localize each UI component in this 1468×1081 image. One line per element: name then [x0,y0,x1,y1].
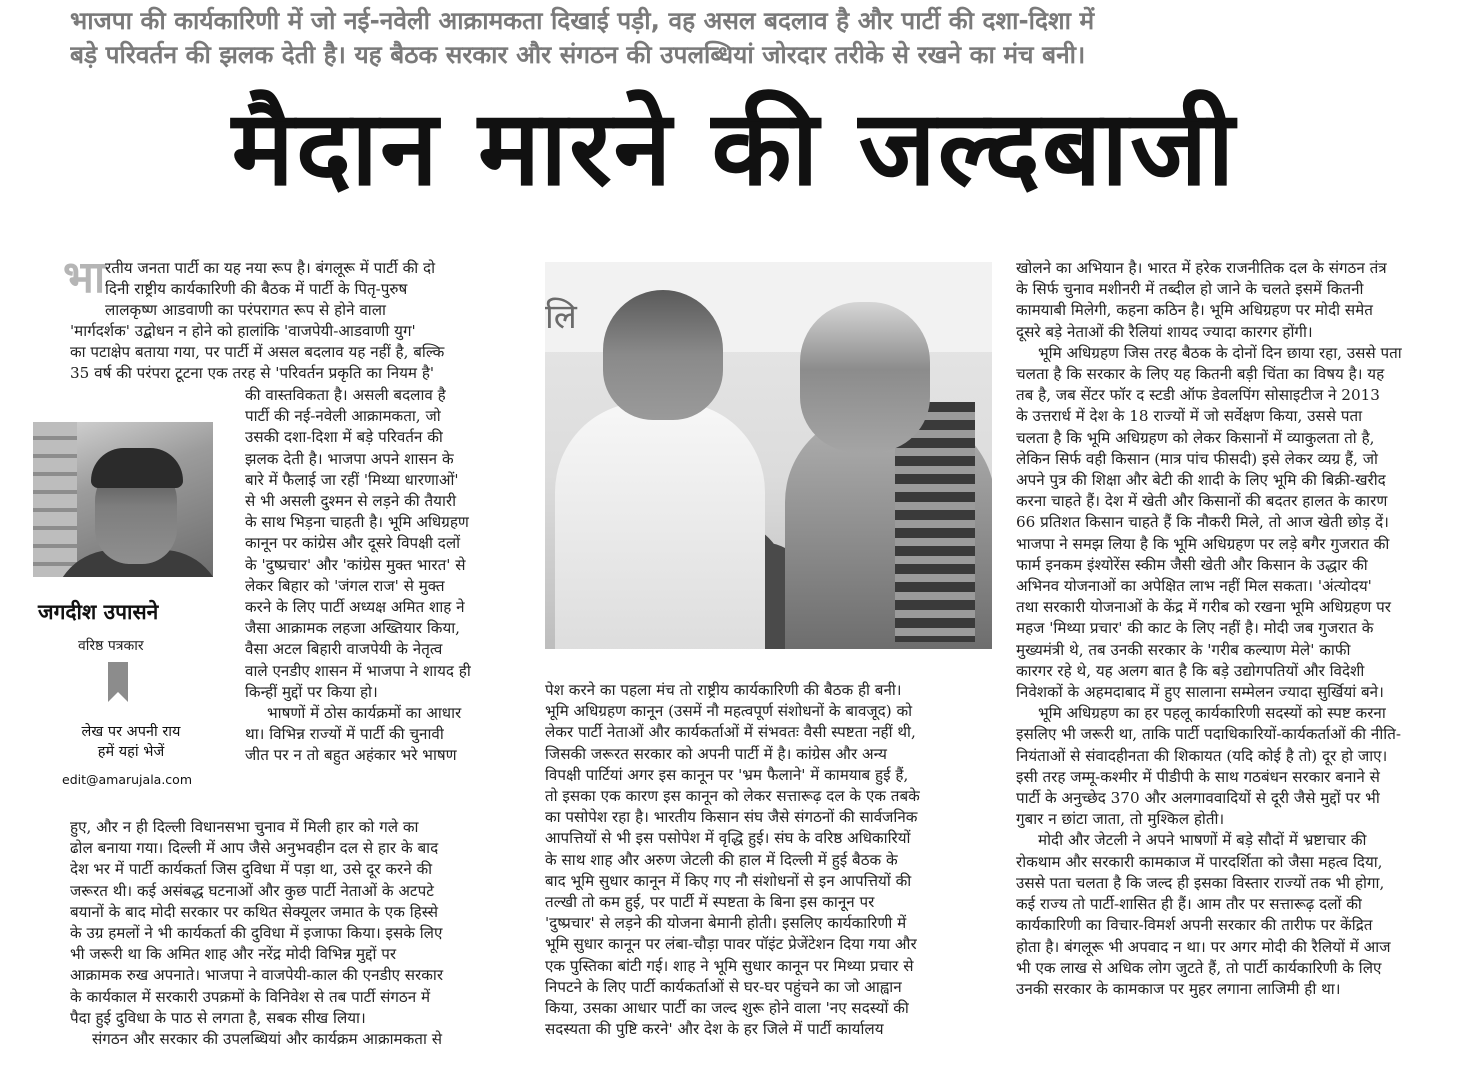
text-line: के उत्तरार्ध में देश के 18 राज्यों में जो सर्वेक्षण किया, उससे पता [1016,407,1363,426]
text-line: पार्टी के अनुच्छेद 370 और अलगाववादियों से दूरी जैसे मुद्दों पर भी [1016,789,1380,808]
text-line: जरूरत थी। कई असंबद्ध घटनाओं और कुछ पार्टी नेताओं के अटपटे [70,881,434,900]
text-line: विपक्षी पार्टियां अगर इस कानून पर 'भ्रम फैलाने' में कामयाब हुई हैं, [545,765,909,784]
email-link[interactable]: edit@amarujala.com [62,772,192,787]
text-line: उसकी दशा-दिशा में बड़े परिवर्तन की [245,428,443,447]
text-line: एक पुस्तिका बांटी गई। शाह ने भूमि सुधार कानून पर मिथ्या प्रचार से [545,956,914,975]
text-line: बयानों के बाद मोदी सरकार पर कथित सेक्यूलर जमात के एक हिस्से [70,902,439,921]
text-line: जिसकी जरूरत सरकार को अपनी पार्टी में है। कांग्रेस और अन्य [545,744,887,763]
kicker [70,4,1460,72]
text-line: रतीय जनता पार्टी का यह नया रूप है। बंगलूरू में पार्टी की दो [105,259,436,277]
text-line: निपटने के लिए पार्टी कार्यकर्ताओं से घर-घर पहुंचने का जो आह्वान [545,977,902,996]
text-line: जीत पर न तो बहुत अहंकार भरे भाषण [245,746,457,765]
text-line: करने के लिए पार्टी अध्यक्ष अमित शाह ने [245,598,465,617]
text-line: का पसोपेश रहा है। भारतीय किसान संघ जैसे संगठनों की सार्वजनिक [545,808,918,827]
text-line: करना चाहते हैं। देश में खेती और किसानों की बदतर हालत के कारण [1016,492,1388,511]
text-line: के 'दुष्प्रचार' और 'कांग्रेस मुक्त भारत' से [245,555,466,574]
text-line: 'मार्गदर्शक' उद्बोधन न होने को हालांकि 'वाजपेयी-आडवाणी युग' [70,322,416,340]
text-line: अपने पुत्र की शिक्षा और बेटी की शादी के लिए भूमि की बिक्री-खरीद [1016,471,1386,490]
column-1-top [105,258,513,322]
text-line: निवेशकों के अहमदाबाद में हुए सालाना सम्मेलन ज्यादा सुर्खियां बने। [1016,683,1384,702]
drop-cap: भा [63,252,106,303]
text-line: आक्रामक रुख अपनाते। भाजपा ने वाजपेयी-काल की एनडीए सरकार [70,966,444,985]
text-line: का पटाक्षेप बताया गया, पर पार्टी में असल बदलाव यह नहीं है, बल्कि [70,343,445,362]
text-line: जैसा आक्रामक लहजा अख्तियार किया, [245,619,461,638]
text-line: फार्म इनकम इंश्योरेंस स्कीम जैसी खेती और किसान के उद्धार की [1016,555,1368,574]
text-line: होता है। बंगलूरू भी अपवाद न था। पर अगर मोदी की रैलियों में आज [1016,937,1391,956]
bookmark-icon [108,662,128,702]
kicker-line: भाजपा की कार्यकारिणी में जो नई-नवेली आक्रामकता दिखाई पड़ी, वह असल बदलाव है और पार्टी की दशा-दिशा में [70,6,1095,35]
text-line: नियंताओं से संवादहीनता की शिकायत (यदि कोई है तो) दूर हो जाए। [1016,746,1388,765]
text-line: देश भर में पार्टी कार्यकर्ता जिस दुविधा में पड़ा था, उसे दूर करने की [70,860,433,879]
text-line: बारे में फैलाई जा रहीं 'मिथ्या धारणाओं' [245,470,459,489]
text-line: भूमि अधिग्रहण जिस तरह बैठक के दोनों दिन छाया रहा, उससे पता [1038,343,1402,362]
author-role: वरिष्ठ पत्रकार [78,638,144,654]
text-line: भूमि सुधार कानून पर लंबा-चौड़ा पावर पॉइंट प्रेजेंटेशन दिया गया और [545,935,917,954]
text-line: किन्हीं मुद्दों पर किया हो। [245,682,378,701]
text-line: पेश करने का पहला मंच तो राष्ट्रीय कार्यकारिणी की बैठक ही बनी। [545,681,902,699]
text-line: उससे पता चलता है कि जल्द ही इसका विस्तार राज्यों तक भी होगा, [1016,873,1385,892]
column-1-bottom [70,817,513,1050]
text-line: हुए, और न ही दिल्ली विधानसभा चुनाव में मिली हार को गले का [70,818,419,836]
text-line: भी जरूरी था कि अमित शाह और नरेंद्र मोदी विभिन्न मुद्दों पर [70,945,397,964]
text-line: झलक देती है। भाजपा अपने शासन के [245,449,454,468]
text-line: कानून पर कांग्रेस और दूसरे विपक्षी दलों [245,534,461,553]
text-line: मोदी और जेटली ने अपने भाषणों में बड़े सौदों में भ्रष्टाचार की [1038,831,1367,850]
text-line: लेकिन सिर्फ वही किसान (मात्र पांच फीसदी) इसे लेकर व्यग्र हैं, जो [1016,449,1378,468]
text-line: लेकर बिहार को 'जंगल राज' से मुक्त [245,576,445,595]
text-line: दिनी राष्ट्रीय कार्यकारिणी की बैठक में पार्टी के पितृ-पुरुष [105,280,408,299]
text-line: दूसरे बड़े नेताओं की रैलियां शायद ज्यादा कारगर होंगी। [1016,322,1313,341]
text-line: भाषणों में ठोस कार्यक्रमों का आधार [267,704,462,723]
text-line: तो इसका एक कारण इस कानून को लेकर सत्तारूढ़ दल के एक तबके [545,787,920,806]
author-photo [33,422,213,577]
text-line: भूमि अधिग्रहण कानून (उसमें नौ महत्वपूर्ण संशोधनों के बावजूद) को [545,702,913,721]
opinion-line: हमें यहां भेजें [97,744,165,760]
text-line: सदस्यता की पुष्टि करने' और देश के हर जिले में पार्टी कार्यालय [545,1020,884,1039]
text-line: ढोल बनाया गया। दिल्ली में आप जैसे अनुभवहीन दल से हार के बाद [70,839,439,858]
text-line: के उग्र हमलों ने भी कार्यकर्ता की दुविधा में इजाफा किया। इसके लिए [70,924,443,943]
text-line: कार्यकारिणी का विचार-विमर्श अपनी सरकार की तारीफ पर केंद्रित [1016,916,1373,935]
text-line: तल्खी तो कम हुई, पर पार्टी में स्पष्टता के बिना इस कानून पर [545,893,875,912]
text-line: कारगर रहे थे, यह अलग बात है कि बड़े उद्योगपतियों और विदेशी [1016,661,1365,680]
text-line: भी एक लाख से अधिक लोग जुटते हैं, तो पार्टी कार्यकारिणी के लिए [1016,958,1382,977]
text-line: बाद भूमि सुधार कानून में किए गए नौ संशोधनों से इन आपत्तियों की [545,871,912,890]
text-line: चलता है कि सरकार के लिए यह कितनी बड़ी चिंता का विषय है। यह [1016,365,1385,384]
photo-banner-text: लि [545,297,577,337]
text-line: मुख्यमंत्री थे, तब उनकी सरकार के 'गरीब कल्याण मेले' काफी [1016,640,1351,659]
opinion-prompt [56,722,206,762]
author-name: जगदीश उपासने [38,600,159,624]
text-line: लेकर पार्टी नेताओं और कार्यकर्ताओं में संभवतः वैसी स्पष्टता नहीं थी, [545,723,916,742]
text-line: से भी असली दुश्मन से लड़ने की तैयारी [245,492,457,511]
text-line: रोकथाम और सरकारी कामकाज में पारदर्शिता को जैसा महत्व दिया, [1016,852,1383,871]
column-1-narrow [245,385,513,767]
kicker-line: बड़े परिवर्तन की झलक देती है। यह बैठक सरकार और संगठन की उपलब्धियां जोरदार तरीके से रखने का मंच बनी। [70,40,1086,69]
column-2 [545,680,992,1040]
text-line: अभिनव योजनाओं का अपेक्षित लाभ नहीं मिल सकता। 'अंत्योदय' [1016,577,1372,596]
main-photo [545,262,992,649]
text-line: महज 'मिथ्या प्रचार' की काट के लिए नहीं है। मोदी जब गुजरात के [1016,619,1374,638]
text-line: भाजपा ने समझ लिया है कि भूमि अधिग्रहण पर लड़े बगैर गुजरात की [1016,534,1390,553]
text-line: के साथ भिड़ना चाहती है। भूमि अधिग्रहण [245,513,469,532]
text-line: के साथ शाह और अरुण जेटली की हाल में दिल्ली में हुई बैठक के [545,850,898,869]
column-3 [1016,258,1462,1000]
headline: मैदान मारने की जल्दबाजी [231,87,1237,209]
text-line: कई राज्य तो पार्टी-शासित ही हैं। आम तौर पर सत्तारूढ़ दलों की [1016,895,1362,914]
text-line: खोलने का अभियान है। भारत में हरेक राजनीतिक दल के संगठन तंत्र [1016,259,1387,277]
text-line: तब है, जब सेंटर फॉर द स्टडी ऑफ डेवलपिंग सोसाइटीज ने 2013 [1016,386,1380,405]
text-line: पार्टी की नई-नवेली आक्रामकता, जो [245,407,441,426]
text-line: के सिर्फ चुनाव मशीनरी में तब्दील हो जाने के चलते इसमें कितनी [1016,280,1364,299]
text-line: तथा सरकारी योजनाओं के केंद्र में गरीब को रखना भूमि अधिग्रहण पर [1016,598,1391,617]
text-line: भूमि अधिग्रहण का हर पहलू कार्यकारिणी सदस्यों को स्पष्ट करना [1038,704,1386,723]
text-line: पैदा हुई दुविधा के पाठ से लगता है, सबक सीख लिया। [70,1008,366,1027]
text-line: 66 प्रतिशत किसान चाहते हैं कि नौकरी मिले, तो आज खेती छोड़ दें। [1016,513,1389,532]
text-line: 'दुष्प्रचार' से लड़ने की योजना बेमानी होती। इसलिए कार्यकारिणी में [545,914,907,933]
text-line: वाले एनडीए शासन में भाजपा ने शायद ही [245,661,471,680]
text-line: कामयाबी मिलेगी, कहना कठिन है। भूमि अधिग्रहण पर मोदी समेत [1016,301,1373,320]
text-line: के कार्यकाल में सरकारी उपक्रमों के विनिवेश से तब पार्टी संगठन में [70,987,431,1006]
text-line: उनकी सरकार के कामकाज पर मुहर लगाना लाजिमी ही था। [1016,979,1341,998]
text-line: 35 वर्ष की परंपरा टूटना एक तरह से 'परिवर्तन प्रकृति का नियम है' [70,364,435,383]
text-line: इसी तरह जम्मू-कश्मीर में पीडीपी के साथ गठबंधन सरकार बनाने से [1016,767,1380,786]
opinion-line: लेख पर अपनी राय [81,724,181,740]
text-line: आपत्तियों से भी इस पसोपेश में वृद्धि हुई। संघ के वरिष्ठ अधिकारियों [545,829,911,848]
text-line: चलता है कि भूमि अधिग्रहण को लेकर किसानों में व्याकुलता तो है, [1016,428,1375,447]
text-line: की वास्तविकता है। असली बदलाव है [245,386,446,404]
column-1-top-wide [70,321,513,385]
text-line: वैसा अटल बिहारी वाजपेयी के नेतृत्व [245,640,443,659]
text-line: इसलिए भी जरूरी था, ताकि पार्टी पदाधिकारियों-कार्यकर्ताओं की नीति- [1016,725,1401,744]
text-line: था। विभिन्न राज्यों में पार्टी की चुनावी [245,725,444,744]
text-line: संगठन और सरकार की उपलब्धियां और कार्यक्रम आक्रामकता से [92,1030,442,1049]
text-line: किया, उसका आधार पार्टी का जल्द शुरू होने वाला 'नए सदस्यों की [545,999,909,1018]
text-line: लालकृष्ण आडवाणी का परंपरागत रूप से होने वाला [105,301,386,320]
text-line: गुबार न छांटा जाता, तो मुश्किल होती। [1016,810,1225,829]
